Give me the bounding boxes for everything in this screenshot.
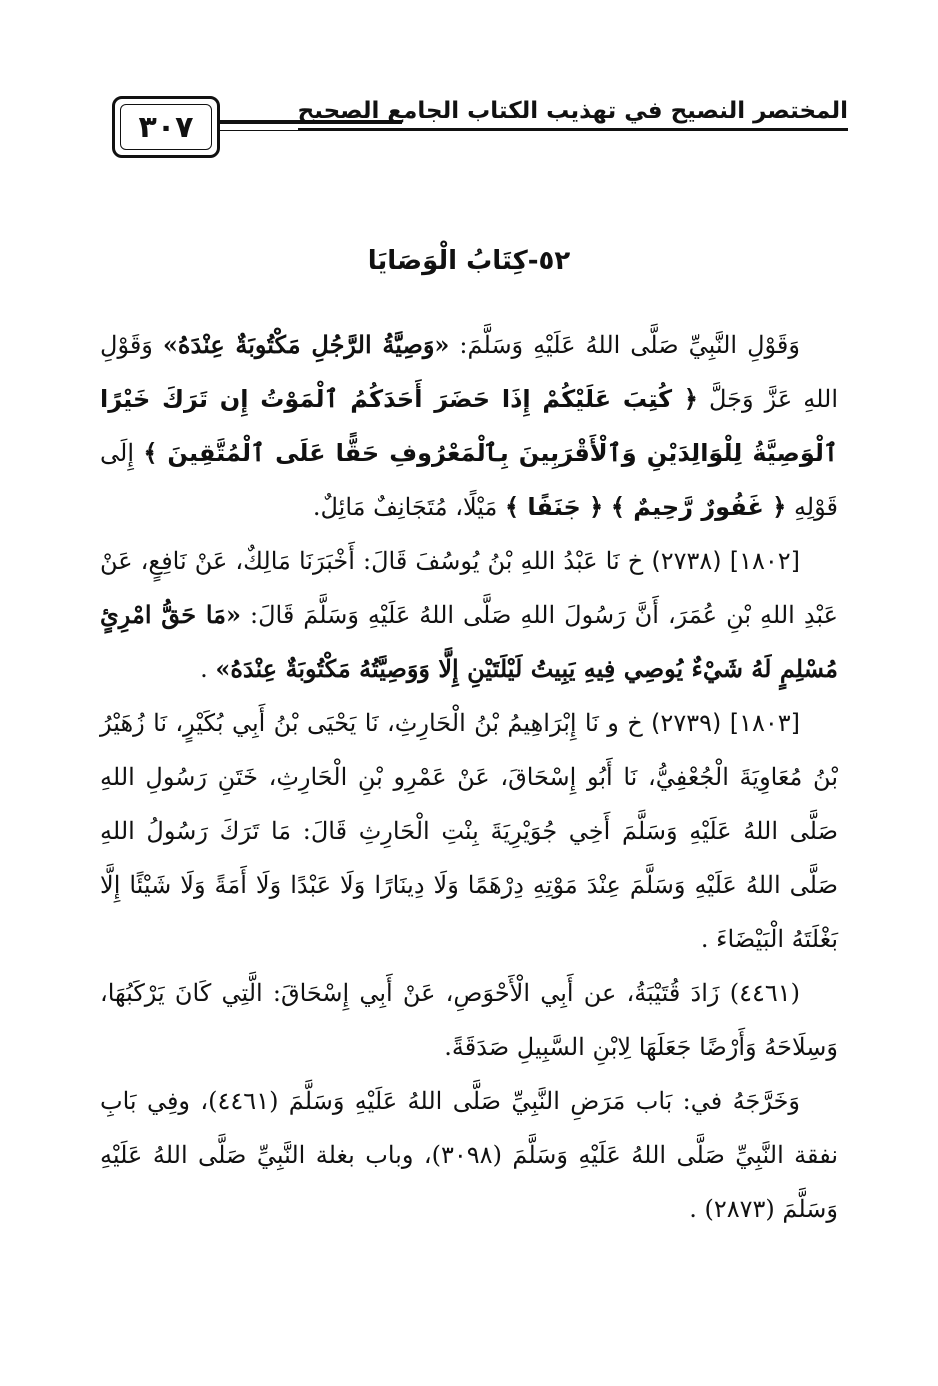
page-number: ٣٠٧ [112,96,220,158]
hadith-matn: «مَا حَقُّ امْرِئٍ مُسْلِمٍ لَهُ شَيْءٌ يُوصِي فِيهِ يَبِيتُ لَيْلَتَيْنِ إِلَّا وَوَصِيَّتُهُ مَكْتُوبَةٌ عِنْدَهُ» [100,600,838,683]
hadith-1802 [100,534,838,696]
chapter-intro-paragraph [100,318,838,534]
quran-verse: ﴿ كُتِبَ عَلَيْكُمْ إِذَا حَضَرَ أَحَدَكُمُ ٱلْمَوْتُ إِن تَرَكَ خَيْرًا ٱلْوَصِيَّةُ لِلْوَالِدَيْنِ وَٱلْأَقْرَبِينَ بِٱلْمَعْرُوفِ حَقًّا عَلَى ٱلْمُتَّقِينَ ﴾ [100,385,838,467]
quran-word: ﴿ جَنَفًا ﴾ [505,493,604,521]
chapter-title: ٥٢-كِتَابُ الْوَصَايَا [367,246,571,276]
hadith-end: . [200,655,216,683]
body-text [100,318,838,1236]
running-header [100,88,848,168]
hadith-1803 [100,696,838,966]
references-text: وَخَرَّجَهُ في: بَاب مَرَضِ النَّبِيِّ صَلَّى اللهُ عَلَيْهِ وَسَلَّمَ (٤٤٦١)، وفِي بَابِ نفقة النَّبِيِّ صَلَّى اللهُ عَلَيْهِ وَسَلَّمَ (٣٠٩٨)، وباب بغلة النَّبِيِّ صَلَّى اللهُ عَلَيْهِ وَسَلَّمَ (٢٨٧٣) . [100,1087,839,1223]
hadith-text: خ و نَا إِبْرَاهِيمُ بْنُ الْحَارِثِ، نَا يَحْيَى بْنُ أَبِي بُكَيْرٍ، نَا زُهَيْرُ بْنُ مُعَاوِيَةَ الْجُعْفِيُّ، نَا أَبُو إِسْحَاقَ، عَنْ عَمْرِو بْنِ الْحَارِثِ، خَتَنِ رَسُولِ اللهِ صَلَّى اللهُ عَلَيْهِ وَسَلَّمَ أَخِي جُوَيْرِيَةَ بِنْتِ الْحَارِثِ قَالَ: مَا تَرَكَ رَسُولُ اللهِ صَلَّى اللهُ عَلَيْهِ وَسَلَّمَ عِنْدَ مَوْتِهِ دِرْهَمًا وَلَا دِينَارًا وَلَا عَبْدًا وَلَا أَمَةً وَلَا شَيْئًا إِلَّا بَغْلَتَهُ الْبَيْضَاءَ . [100,709,838,953]
prophetic-quote: «وَصِيَّةُ الرَّجُلِ مَكْتُوبَةٌ عِنْدَهُ» [162,330,450,359]
hadith-isnad: خ نَا عَبْدُ اللهِ بْنُ يُوسُفَ قَالَ: أَخْبَرَنَا مَالِكٌ، عَنْ نَافِعٍ، عَنْ عَبْدِ اللهِ بْنِ عُمَرَ، أَنَّ رَسُولَ اللهِ صَلَّى اللهُ عَلَيْهِ وَسَلَّمَ قَالَ: [100,547,838,629]
intro-mid-text: وَقَوْلِ اللهِ عَزَّ وَجَلَّ [100,331,838,413]
to-saying-text: إِلَى قَوْلِهِ [100,439,838,521]
hadith-number: [١٨٠٣] (٢٧٣٩) [651,709,801,737]
references-paragraph [100,1074,838,1236]
gloss-text: مَيْلًا، مُتَجَانِفٌ مَائِلٌ. [312,493,505,521]
intro-text: وَقَوْلِ النَّبِيِّ صَلَّى اللهُ عَلَيْهِ وَسَلَّمَ: [449,331,800,359]
addition-paragraph [100,966,838,1074]
hadith-number: [١٨٠٢] (٢٧٣٨) [651,547,800,575]
book-title: المختصر النصيح في تهذيب الكتاب الجامع الصحيح [298,98,848,131]
quran-verse-end: ﴿ غَفُورٌ رَّحِيمٌ ﴾ [610,493,787,521]
spacer-text [603,493,611,521]
addition-text: (٤٤٦١) زَادَ قُتَيْبَةُ، عن أَبِي الْأَحْوَصِ، عَنْ أَبِي إِسْحَاقَ: الَّتِي كَانَ يَرْكَبُهَا، وَسِلَاحَهُ وَأَرْضًا جَعَلَهَا لِابْنِ السَّبِيلِ صَدَقَةً. [100,979,838,1061]
